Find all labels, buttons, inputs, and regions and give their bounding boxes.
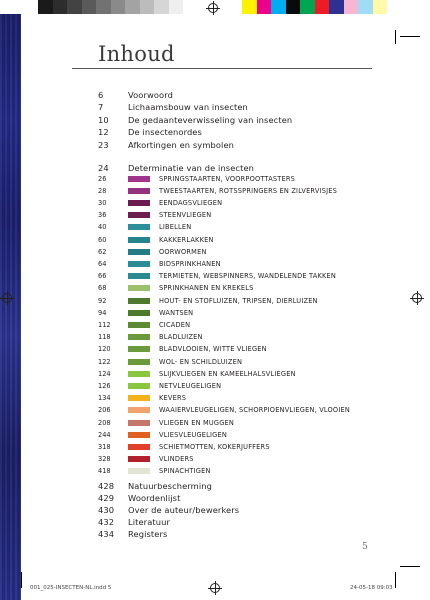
toc-page-number: 36	[98, 211, 107, 220]
toc-page-number: 318	[98, 442, 111, 451]
toc-page-number: 24	[98, 162, 109, 173]
toc-order-entry	[98, 379, 221, 392]
toc-label: VLINDERS	[159, 455, 194, 464]
toc-order-entry	[98, 343, 267, 356]
toc-order-entry	[98, 355, 242, 368]
print-bar-swatch	[315, 0, 330, 14]
order-color-swatch	[128, 298, 150, 304]
print-bar-swatch	[358, 0, 373, 14]
toc-page-number: 122	[98, 357, 111, 366]
print-bar-swatch	[329, 0, 344, 14]
print-bar-swatch	[111, 0, 126, 14]
toc-page-number: 328	[98, 455, 111, 464]
order-color-swatch	[128, 200, 150, 206]
toc-entry	[98, 113, 292, 126]
toc-order-entry	[98, 184, 337, 197]
toc-label: SCHIETMOTTEN, KOKERJUFFERS	[159, 442, 270, 451]
registration-mark-icon	[2, 293, 12, 303]
toc-page-number: 208	[98, 418, 111, 427]
toc-label: LIBELLEN	[159, 223, 192, 232]
left-photo-strip	[0, 14, 21, 600]
toc-page-number: 124	[98, 369, 111, 378]
toc-page-number: 66	[98, 272, 107, 281]
toc-label: SPRINKHANEN EN KREKELS	[159, 284, 254, 293]
toc-order-entry	[98, 221, 191, 234]
toc-label: VLIEGEN EN MUGGEN	[159, 418, 235, 427]
toc-label: CICADEN	[159, 320, 191, 329]
toc-page-number: 418	[98, 467, 111, 476]
registration-mark-icon	[208, 3, 218, 13]
toc-entry	[98, 88, 173, 101]
toc-label: NETVLEUGELIGEN	[159, 381, 222, 390]
toc-label: KEVERS	[159, 394, 187, 403]
toc-label: HOUT- EN STOFLUIZEN, TRIPSEN, DIERLUIZEN	[159, 296, 318, 305]
toc-page-number: 68	[98, 284, 107, 293]
toc-label: De gedaanteverwisseling van insecten	[128, 114, 293, 125]
toc-page-number: 30	[98, 198, 107, 207]
toc-label: Determinatie van de insecten	[128, 162, 255, 173]
print-bar-swatch	[67, 0, 82, 14]
toc-order-entry	[98, 428, 227, 441]
print-bar-swatch	[53, 0, 68, 14]
toc-label: TERMIETEN, WEBSPINNERS, WANDELENDE TAKKEN	[159, 272, 337, 281]
crop-mark	[21, 572, 22, 588]
toc-label: Afkortingen en symbolen	[128, 139, 235, 150]
toc-entry	[98, 503, 239, 516]
crop-mark	[395, 572, 396, 588]
registration-mark-icon	[210, 583, 220, 593]
toc-label: SPINACHTIGEN	[159, 467, 211, 476]
order-color-swatch	[128, 212, 150, 218]
toc-order-entry	[98, 392, 186, 405]
crop-mark	[395, 30, 396, 44]
order-color-swatch	[128, 444, 150, 450]
toc-page-number: 434	[98, 529, 115, 540]
toc-label: STEENVLIEGEN	[159, 211, 212, 220]
toc-page-number: 40	[98, 223, 107, 232]
toc-page-number: 432	[98, 517, 115, 528]
toc-page-number: 120	[98, 345, 111, 354]
page-title: Inhoud	[98, 42, 175, 66]
toc-entry	[98, 528, 167, 541]
toc-label: SLIJKVLIEGEN EN KAMEELHALSVLIEGEN	[159, 369, 296, 378]
print-bar-swatch	[271, 0, 286, 14]
toc-order-entry	[98, 331, 203, 344]
order-color-swatch	[128, 346, 150, 352]
toc-page-number: 7	[98, 102, 104, 113]
toc-order-entry	[98, 404, 350, 417]
order-color-swatch	[128, 334, 150, 340]
order-color-swatch	[128, 420, 150, 426]
slug-file-info: 001_025-INSECTEN-NL.indd 5	[30, 585, 112, 591]
toc-page-number: 12	[98, 127, 109, 138]
order-color-swatch	[128, 395, 150, 401]
toc-label: KAKKERLAKKEN	[159, 235, 214, 244]
toc-order-entry	[98, 233, 214, 246]
toc-label: Woordenlijst	[128, 492, 181, 503]
print-bar-swatch	[82, 0, 97, 14]
toc-page-number: 23	[98, 139, 109, 150]
toc-label: Literatuur	[128, 517, 170, 528]
print-bar-swatch	[286, 0, 301, 14]
print-bar-swatch	[154, 0, 169, 14]
toc-order-entry	[98, 416, 234, 429]
toc-order-entry	[98, 257, 221, 270]
toc-label: Voorwoord	[128, 89, 173, 100]
order-color-swatch	[128, 383, 150, 389]
order-color-swatch	[128, 224, 150, 230]
order-color-swatch	[128, 432, 150, 438]
print-bar-swatch	[38, 0, 53, 14]
toc-page-number: 28	[98, 186, 107, 195]
order-color-swatch	[128, 176, 150, 182]
toc-label: BLADLUIZEN	[159, 333, 203, 342]
print-bar-swatch	[300, 0, 315, 14]
toc-entry	[98, 138, 234, 151]
toc-page-number: 92	[98, 296, 107, 305]
toc-label: Lichaamsbouw van insecten	[128, 102, 248, 113]
crop-mark	[400, 36, 420, 37]
toc-label: VLIESVLEUGELIGEN	[159, 430, 227, 439]
toc-entry	[98, 516, 170, 529]
order-color-swatch	[128, 261, 150, 267]
order-color-swatch	[128, 456, 150, 462]
order-color-swatch	[128, 310, 150, 316]
toc-label: Over de auteur/bewerkers	[128, 504, 240, 515]
toc-entry	[98, 491, 180, 504]
toc-page-number: 206	[98, 406, 111, 415]
page-number: 5	[362, 542, 368, 552]
toc-label: WOL- EN SCHILDLUIZEN	[159, 357, 243, 366]
toc-page-number: 430	[98, 504, 115, 515]
toc-order-entry	[98, 294, 318, 307]
print-bar-swatch	[140, 0, 155, 14]
toc-label: TWEESTAARTEN, ROTSSPRINGERS EN ZILVERVISJES	[159, 186, 337, 195]
order-color-swatch	[128, 273, 150, 279]
toc-order-entry	[98, 209, 211, 222]
registration-mark-icon	[412, 293, 422, 303]
toc-label: EENDAGSVLIEGEN	[159, 198, 223, 207]
toc-page-number: 60	[98, 235, 107, 244]
order-color-swatch	[128, 322, 150, 328]
order-color-swatch	[128, 285, 150, 291]
toc-order-entry	[98, 306, 193, 319]
print-bar-swatch	[344, 0, 359, 14]
toc-label: De insectenordes	[128, 127, 202, 138]
order-color-swatch	[128, 249, 150, 255]
print-bar-swatch	[373, 0, 388, 14]
print-bar-swatch	[242, 0, 257, 14]
print-bar-swatch	[169, 0, 184, 14]
toc-page-number: 10	[98, 114, 109, 125]
toc-order-entry	[98, 367, 296, 380]
title-rule	[72, 68, 372, 69]
toc-order-entry	[98, 245, 207, 258]
toc-page-number: 112	[98, 320, 111, 329]
toc-page-number: 26	[98, 174, 107, 183]
toc-entry	[98, 101, 248, 114]
toc-label: BLADVLOOIEN, WITTE VLIEGEN	[159, 345, 267, 354]
toc-page-number: 126	[98, 381, 111, 390]
order-color-swatch	[128, 359, 150, 365]
toc-order-entry	[98, 270, 336, 283]
toc-order-entry	[98, 172, 295, 185]
crop-mark	[400, 566, 420, 567]
toc-order-entry	[98, 453, 194, 466]
order-color-swatch	[128, 407, 150, 413]
toc-page-number: 62	[98, 247, 107, 256]
toc-page-number: 429	[98, 492, 115, 503]
toc-page-number: 244	[98, 430, 111, 439]
order-color-swatch	[128, 237, 150, 243]
toc-order-entry	[98, 196, 222, 209]
order-color-swatch	[128, 468, 150, 474]
toc-label: Registers	[128, 529, 168, 540]
slug-date: 24-05-18 09:03	[350, 585, 393, 591]
order-color-swatch	[128, 188, 150, 194]
toc-order-entry	[98, 318, 190, 331]
print-bar-swatch	[96, 0, 111, 14]
toc-page-number: 94	[98, 308, 107, 317]
print-bar-swatch	[257, 0, 272, 14]
toc-page-number: 134	[98, 394, 111, 403]
toc-page-number: 428	[98, 480, 115, 491]
toc-page-number: 118	[98, 333, 111, 342]
toc-label: OORWORMEN	[159, 247, 207, 256]
toc-order-entry	[98, 465, 211, 478]
toc-label: WANTSEN	[159, 308, 194, 317]
toc-entry	[98, 126, 202, 139]
toc-page-number: 6	[98, 89, 104, 100]
toc-label: SPRINGSTAARTEN, VOORPOOTTASTERS	[159, 174, 296, 183]
toc-label: WAAIERVLEUGELIGEN, SCHORPIOENVLIEGEN, VLOOIEN	[159, 406, 350, 415]
toc-order-entry	[98, 440, 270, 453]
toc-page-number: 64	[98, 259, 107, 268]
toc-label: Natuurbescherming	[128, 480, 212, 491]
toc-label: BIDSPRINKHANEN	[159, 259, 221, 268]
toc-order-entry	[98, 282, 254, 295]
print-bar-swatch	[125, 0, 140, 14]
order-color-swatch	[128, 371, 150, 377]
toc-entry	[98, 479, 212, 492]
